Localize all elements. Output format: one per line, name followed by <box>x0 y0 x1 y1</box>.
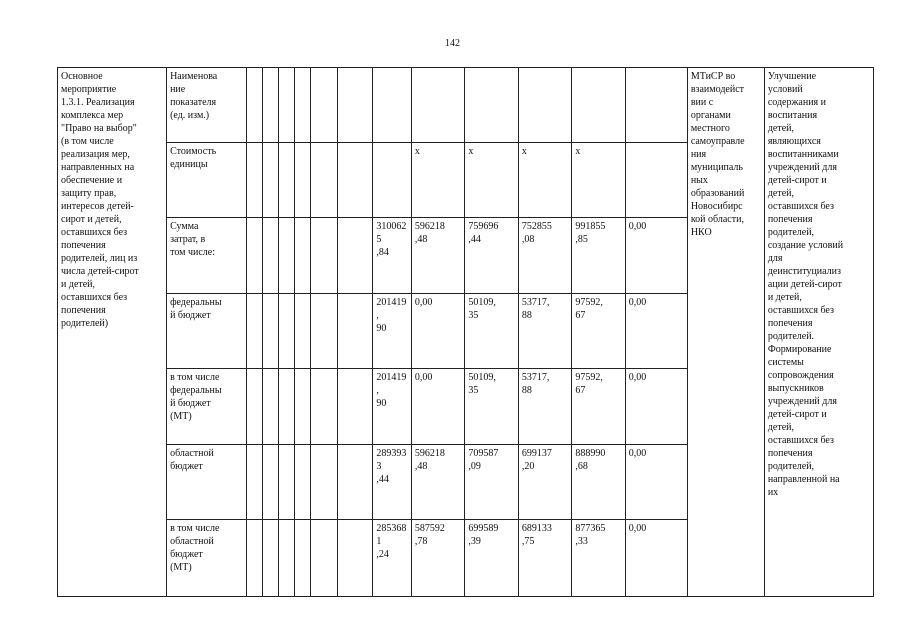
value-cell: 699137 ,20 <box>518 445 571 520</box>
empty-cell <box>263 68 279 143</box>
empty-cell <box>247 445 263 520</box>
empty-cell <box>263 143 279 218</box>
empty-cell <box>279 218 295 294</box>
empty-cell <box>295 369 311 445</box>
value-cell: 0,00 <box>625 520 687 597</box>
empty-cell <box>311 294 338 369</box>
activity-name-cell: Основное мероприятие 1.3.1. Реализация комплекса мер "Право на выбор" (в том числе реализация мер, направленных на обеспечение и защиту прав, интересов детей- сирот и детей, оставшихся без попечения родителей, лиц из числа детей-сирот и детей, оставшихся без попечения родителей) <box>58 68 167 597</box>
value-cell: 97592, 67 <box>572 369 625 445</box>
empty-cell <box>279 294 295 369</box>
empty-cell <box>279 445 295 520</box>
value-cell: 2893933 ,44 <box>373 445 412 520</box>
value-cell: 97592, 67 <box>572 294 625 369</box>
value-cell: 596218 ,48 <box>411 218 464 294</box>
value-cell: x <box>411 143 464 218</box>
value-cell: 596218 ,48 <box>411 445 464 520</box>
value-cell: x <box>572 143 625 218</box>
value-cell: 759696 ,44 <box>465 218 518 294</box>
empty-cell <box>338 445 373 520</box>
value-cell: 709587 ,09 <box>465 445 518 520</box>
empty-cell <box>295 143 311 218</box>
empty-cell <box>338 143 373 218</box>
value-cell: x <box>465 143 518 218</box>
row-label: Стоимость единицы <box>167 143 247 218</box>
value-cell: 877365 ,33 <box>572 520 625 597</box>
value-cell: 888990 ,68 <box>572 445 625 520</box>
value-cell: 689133 ,75 <box>518 520 571 597</box>
row-label: областной бюджет <box>167 445 247 520</box>
value-cell: 2853681 ,24 <box>373 520 412 597</box>
empty-cell <box>295 520 311 597</box>
empty-cell <box>338 218 373 294</box>
empty-cell <box>338 369 373 445</box>
empty-cell <box>311 218 338 294</box>
row-label: в том числе федеральны й бюджет (МТ) <box>167 369 247 445</box>
value-cell: 752855 ,08 <box>518 218 571 294</box>
empty-cell <box>311 369 338 445</box>
empty-cell <box>279 369 295 445</box>
empty-cell <box>247 68 263 143</box>
value-cell: 50109, 35 <box>465 294 518 369</box>
empty-cell <box>247 218 263 294</box>
executor-cell: МТиСР во взаимодейст вии с органами местного самоуправле ния муниципаль ных образований Новосибирс кой области, НКО <box>687 68 764 597</box>
row-label: Сумма затрат, в том числе: <box>167 218 247 294</box>
value-cell: 201419, 90 <box>373 369 412 445</box>
empty-cell <box>295 68 311 143</box>
value-cell: 0,00 <box>411 369 464 445</box>
empty-cell <box>311 520 338 597</box>
value-cell <box>625 143 687 218</box>
empty-cell <box>263 445 279 520</box>
row-label: в том числе областной бюджет (МТ) <box>167 520 247 597</box>
value-cell: 50109, 35 <box>465 369 518 445</box>
value-cell <box>572 68 625 143</box>
empty-cell <box>247 520 263 597</box>
value-cell: 0,00 <box>411 294 464 369</box>
value-cell: 0,00 <box>625 218 687 294</box>
value-cell: 587592 ,78 <box>411 520 464 597</box>
value-cell: 53717, 88 <box>518 369 571 445</box>
value-cell: 3100625 ,84 <box>373 218 412 294</box>
value-cell: 0,00 <box>625 369 687 445</box>
empty-cell <box>263 218 279 294</box>
value-cell: 699589 ,39 <box>465 520 518 597</box>
value-cell <box>625 68 687 143</box>
empty-cell <box>279 68 295 143</box>
value-cell: 0,00 <box>625 294 687 369</box>
empty-cell <box>295 218 311 294</box>
empty-cell <box>338 520 373 597</box>
value-cell <box>373 68 412 143</box>
empty-cell <box>338 68 373 143</box>
value-cell: x <box>518 143 571 218</box>
empty-cell <box>311 143 338 218</box>
empty-cell <box>263 369 279 445</box>
empty-cell <box>311 68 338 143</box>
table-row <box>58 68 874 143</box>
value-cell <box>373 143 412 218</box>
empty-cell <box>311 445 338 520</box>
value-cell <box>465 68 518 143</box>
row-label: федеральны й бюджет <box>167 294 247 369</box>
value-cell: 0,00 <box>625 445 687 520</box>
empty-cell <box>247 294 263 369</box>
empty-cell <box>263 520 279 597</box>
empty-cell <box>263 294 279 369</box>
page-number: 142 <box>445 38 460 49</box>
value-cell <box>518 68 571 143</box>
expected-result-cell: Улучшение условий содержания и воспитания детей, являющихся воспитанниками учреждений для детей-сирот и детей, оставшихся без попечения родителей, создание условий для деинституциализ ации детей-сирот и детей, оставшихся без попечения родителей. Формирование системы сопровождения выпускников учреждений для детей-сирот и детей, оставшихся без попечения родителей, направленной на их <box>764 68 873 597</box>
empty-cell <box>247 369 263 445</box>
empty-cell <box>295 294 311 369</box>
empty-cell <box>279 143 295 218</box>
value-cell <box>411 68 464 143</box>
value-cell: 991855 ,85 <box>572 218 625 294</box>
value-cell: 53717, 88 <box>518 294 571 369</box>
empty-cell <box>295 445 311 520</box>
empty-cell <box>338 294 373 369</box>
row-label: Наименова ние показателя (ед. изм.) <box>167 68 247 143</box>
empty-cell <box>279 520 295 597</box>
empty-cell <box>247 143 263 218</box>
program-activity-table <box>57 67 874 597</box>
value-cell: 201419, 90 <box>373 294 412 369</box>
